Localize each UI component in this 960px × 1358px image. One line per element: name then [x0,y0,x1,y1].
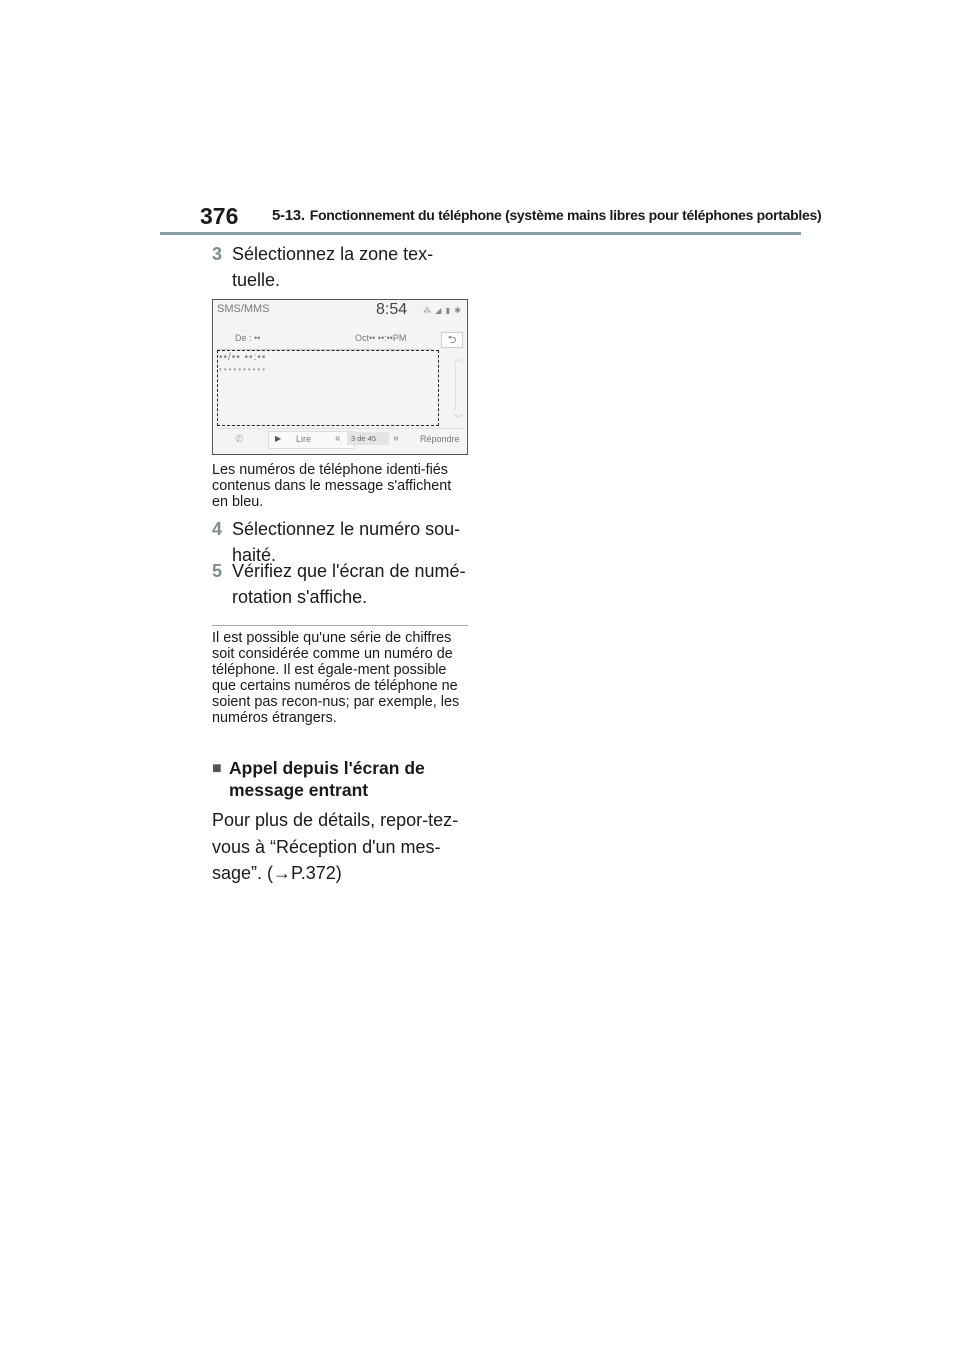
step-text: Sélectionnez la zone tex-tuelle. [232,244,434,290]
step-5 [212,558,472,610]
next-message-icon[interactable]: » [393,433,399,444]
counter-total: 45 [367,434,377,443]
back-arrow-icon[interactable]: ⮌ [441,332,463,348]
phone-icon[interactable]: ✆ [235,434,244,445]
body-text: Pour plus de détails, repor-tez-vous à “Réception d'un mes-sage”. (→P.372) [212,810,459,883]
note-text: Il est possible qu'une série de chiffres soit considérée comme un numéro de téléphone. Il est égale-ment possible que certains numéros de téléphone ne soient pas recon-nus; par exemple, les numéros étrangers. [212,630,460,726]
subsection-heading [212,757,472,801]
step-text: Vérifiez que l'écran de numé-rotation s'affiche. [232,561,466,607]
play-icon: ▶ [275,434,282,443]
section-number: 5-13. [272,207,305,224]
counter-current: 3 [351,434,356,443]
scroll-up-icon[interactable]: ︽ [453,354,463,364]
read-label: Lire [296,434,312,444]
counter-of: de [357,434,366,443]
step-3 [212,241,472,297]
reply-button[interactable]: Répondre [420,434,460,444]
previous-message-icon[interactable]: « [335,433,341,444]
step-text: Sélectionnez le numéro sou-haité. [232,519,461,565]
sms-screen-illustration [212,299,468,455]
screen-title: SMS/MMS [217,303,270,315]
step-number: 3 [212,244,223,264]
header-divider [160,232,801,235]
step-number: 4 [212,519,223,539]
note-divider [212,625,468,626]
square-bullet-icon: ■ [212,760,222,777]
scroll-track [455,364,456,410]
sender-label: De : •• [235,333,261,343]
status-icons: ⁂ ◢ ▮ ✱ [423,306,462,315]
screen-clock: 8:54 [376,301,408,318]
section-heading [272,207,821,224]
message-time: ••/•• ••:•• [219,352,267,363]
subsection-title: Appel depuis l'écran de message entrant [229,758,425,800]
scroll-down-icon[interactable]: ︾ [453,414,463,424]
caption: Les numéros de téléphone identi-fiés contenus dans le message s'affichent en bleu. [212,462,452,510]
message-date: Oct•• ••:••PM [355,333,407,343]
section-title: Fonctionnement du téléphone (système mains libres pour téléphones portables) [309,207,822,223]
page-number: 376 [200,203,239,229]
step-number: 5 [212,561,223,581]
message-text: •••••••••• [219,365,268,374]
message-counter [351,434,376,443]
